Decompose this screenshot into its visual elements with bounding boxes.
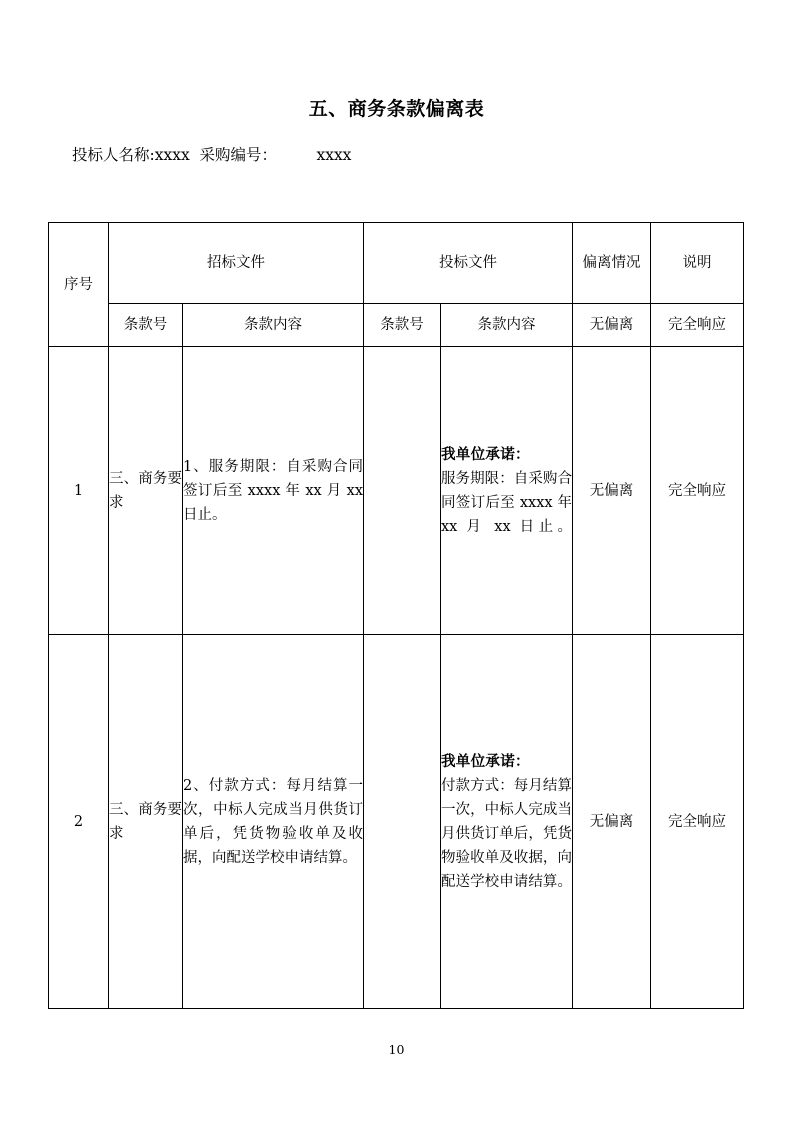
header-tender-clause-content: 条款内容 (183, 304, 364, 347)
row-deviation: 无偏离 (573, 635, 651, 1009)
bid-promise-label: 我单位承诺： (441, 753, 530, 770)
header-seq: 序号 (49, 223, 109, 347)
bidder-and-purchase-number-line: 投标人名称:xxxx 采购编号： xxxx (72, 146, 352, 164)
row-note: 完全响应 (651, 347, 744, 635)
row-note: 完全响应 (651, 635, 744, 1009)
header-deviation-status: 偏离情况 (573, 223, 651, 304)
row-tender-clause-content: 1、服务期限：自采购合同签订后至 xxxx 年 xx 月 xx 日止。 (183, 347, 364, 635)
row-deviation: 无偏离 (573, 347, 651, 635)
bid-promise-body: 服务期限：自采购合同签订后至 xxxx 年 xx 月 xx 日止。 (441, 470, 572, 535)
row-tender-clause-content: 2、付款方式：每月结算一次，中标人完成当月供货订单后，凭货物验收单及收据，向配送学校申请结算。 (183, 635, 364, 1009)
page-number: 10 (388, 1042, 405, 1057)
page-title: 五、商务条款偏离表 (308, 98, 485, 120)
row-bid-clause-content (441, 635, 573, 1009)
row-seq: 2 (49, 635, 109, 1009)
table-header-row-top (49, 223, 744, 304)
table-row (49, 635, 744, 1009)
bid-promise-body: 付款方式：每月结算一次，中标人完成当月供货订单后，凭货物验收单及收据，向配送学校申请结算。 (441, 777, 572, 890)
header-bid-clause-no: 条款号 (364, 304, 441, 347)
table-row (49, 347, 744, 635)
table-header-row-sub (49, 304, 744, 347)
row-bid-clause-content (441, 347, 573, 635)
header-tender-document: 招标文件 (109, 223, 364, 304)
header-bid-clause-content: 条款内容 (441, 304, 573, 347)
row-tender-clause-no: 三、商务要求 (109, 347, 183, 635)
row-seq: 1 (49, 347, 109, 635)
header-note-value: 完全响应 (651, 304, 744, 347)
header-tender-clause-no: 条款号 (109, 304, 183, 347)
business-terms-deviation-table (48, 222, 744, 1009)
bid-promise-label: 我单位承诺： (441, 446, 530, 463)
header-bid-document: 投标文件 (364, 223, 573, 304)
row-bid-clause-no (364, 635, 441, 1009)
header-deviation-value: 无偏离 (573, 304, 651, 347)
header-note: 说明 (651, 223, 744, 304)
row-bid-clause-no (364, 347, 441, 635)
row-tender-clause-no: 三、商务要求 (109, 635, 183, 1009)
